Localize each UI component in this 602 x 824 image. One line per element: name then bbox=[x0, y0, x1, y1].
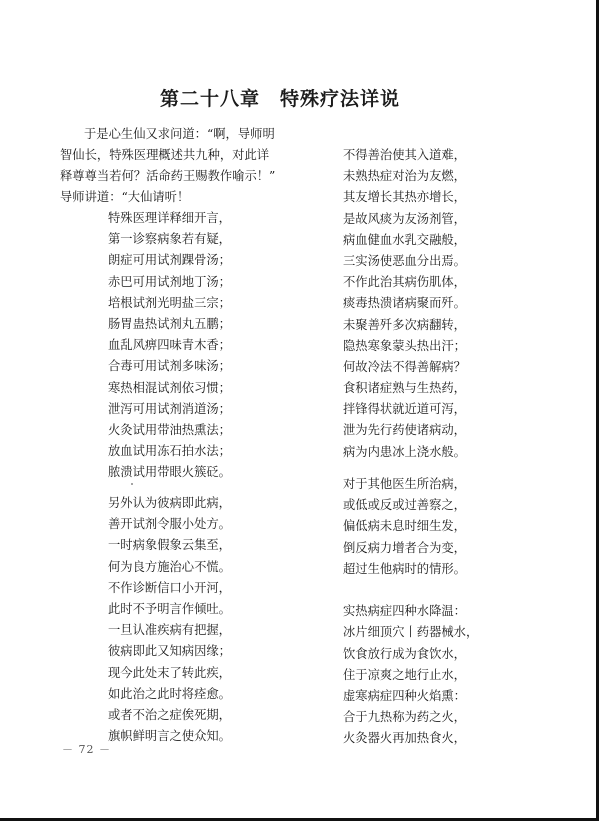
verse-line: 住于凉爽之地行止水， bbox=[343, 667, 466, 682]
verse-line: 此时不予明言作倾吐。 bbox=[108, 601, 231, 616]
verse-line: 拌锋得状就近道可泻， bbox=[343, 402, 466, 417]
verse-line: 是故风痰为友汤剂管， bbox=[343, 211, 466, 226]
verse-line: 何故冷法不得善解病？ bbox=[343, 359, 466, 374]
verse-line: 泄为先行药使诸病动， bbox=[343, 423, 466, 438]
intro-line: 智仙长，特殊医理概述共九种，对此详 bbox=[60, 148, 270, 162]
verse-line: 或者不治之症俟死期， bbox=[108, 707, 231, 722]
verse-line: 泄泻可用试剂消道汤； bbox=[108, 401, 231, 416]
verse-line: 不作此治其病伤肌体， bbox=[343, 275, 466, 290]
verse-line: 虚寒病症四种火焰熏： bbox=[343, 688, 466, 703]
left-verse-block-1 bbox=[108, 208, 231, 483]
verse-line: 脓溃试用带眼火簇砭。 bbox=[108, 465, 231, 480]
verse-line: 肠胃蛊热试剂丸五鹏； bbox=[108, 316, 231, 331]
verse-line: 现今此处末了转此疾， bbox=[108, 665, 231, 680]
verse-line: 三实汤使恶血分出焉。 bbox=[343, 253, 466, 268]
verse-line: 未熟热症对治为友燃， bbox=[343, 169, 466, 184]
verse-line: 饮食放行成为食饮水， bbox=[343, 646, 466, 661]
verse-line: 或低或反或过善察之， bbox=[343, 498, 466, 513]
right-verse-block-1 bbox=[343, 145, 466, 463]
verse-line: 食积诸症熟与生热药， bbox=[343, 381, 466, 396]
verse-line: 如此治之此时将痊愈。 bbox=[108, 686, 231, 701]
verse-line: 放血试用冻石拍水法； bbox=[108, 444, 231, 459]
intro-line: 释尊尊当若何？活命药王赐教作喻示！” bbox=[60, 169, 276, 183]
verse-line bbox=[343, 580, 478, 601]
verse-line: 火灸试用带油热熏法； bbox=[108, 422, 231, 437]
verse-line: 其友增长其热亦增长， bbox=[343, 190, 466, 205]
verse-line: 不作诊断信口小开河， bbox=[108, 580, 231, 595]
verse-line: 第一诊察病象若有疑， bbox=[108, 232, 231, 247]
verse-line: 血乱风痹四味青木香； bbox=[108, 338, 231, 353]
verse-line: 病为内患冰上浇水般。 bbox=[343, 444, 466, 459]
intro-paragraph bbox=[60, 124, 285, 208]
verse-line: 火灸器火再加热食火， bbox=[343, 731, 466, 746]
chapter-title: 第二十八章 特殊疗法详说 bbox=[159, 88, 400, 110]
verse-line: 偏低病未息时细生发， bbox=[343, 519, 466, 534]
page-number: － 72 － bbox=[62, 743, 111, 756]
verse-line: 另外认为彼病即此病， bbox=[108, 496, 231, 510]
verse-line: 对于其他医生所治病， bbox=[343, 477, 466, 491]
verse-line: 寒热相混试剂依习惯； bbox=[108, 380, 231, 395]
verse-line: 合于九热称为药之火， bbox=[343, 710, 466, 725]
intro-line: 于是心生仙又求问道：“啊，导师明 bbox=[84, 127, 275, 141]
verse-line: 实热病症四种水降温： bbox=[343, 604, 466, 619]
verse-line: 隐热寒象蒙头热出汗； bbox=[343, 338, 466, 353]
verse-line: 何为良方施治心不慌。 bbox=[108, 559, 231, 574]
verse-line: 合毒可用试剂多味汤； bbox=[108, 359, 231, 374]
verse-line: 一时病象假象云集至， bbox=[108, 538, 231, 553]
intro-line: 导师讲道：“大仙请听！ bbox=[60, 190, 190, 204]
verse-line: 旗帜鲜明言之使众知。 bbox=[108, 729, 231, 744]
verse-line: 善开试剂令服小处方。 bbox=[108, 517, 231, 532]
verse-line: 超过生他病时的情形。 bbox=[343, 561, 466, 576]
left-verse-block-2 bbox=[108, 493, 231, 747]
verse-line: 朗症可用试剂踝骨汤； bbox=[108, 253, 231, 268]
stray-mark bbox=[131, 483, 133, 485]
verse-line: 冰片细顶穴⼁药器械水， bbox=[343, 625, 479, 640]
verse-line: 不得善治使其入道难， bbox=[343, 148, 466, 162]
verse-line: 赤巴可用试剂地丁汤； bbox=[108, 274, 231, 289]
verse-line: 痰毒热溃诸病聚而歼。 bbox=[343, 296, 466, 311]
verse-line: 倒反病力增者合为变， bbox=[343, 540, 466, 555]
right-verse-block-2 bbox=[343, 474, 478, 749]
verse-line: 一旦认准疾病有把握， bbox=[108, 623, 231, 638]
verse-line: 病血健血水乳交融般， bbox=[343, 232, 466, 247]
verse-line: 培根试剂光明盐三宗； bbox=[108, 295, 231, 310]
verse-line: 未聚善歼多次病翻转， bbox=[343, 317, 466, 332]
verse-line: 特殊医理详释细开言， bbox=[108, 211, 231, 225]
verse-line: 彼病即此又知病因缘； bbox=[108, 644, 231, 659]
